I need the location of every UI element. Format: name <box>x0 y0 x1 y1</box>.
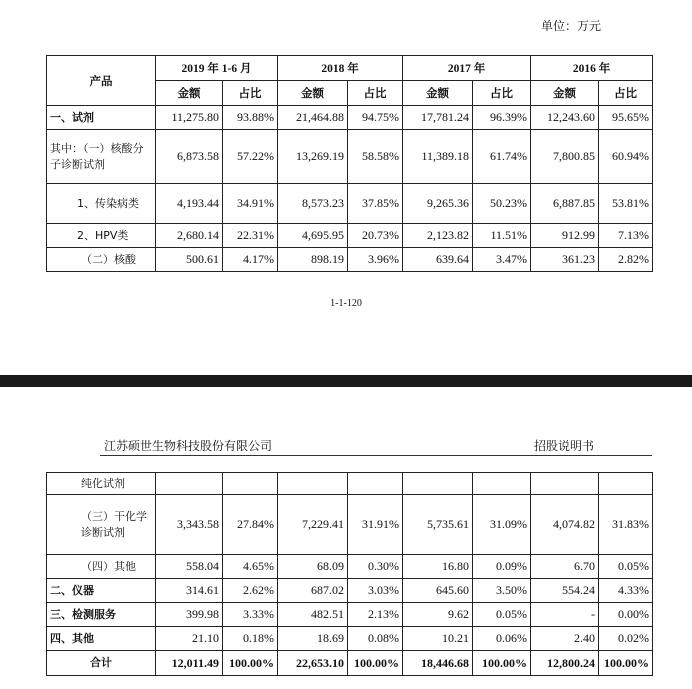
row-label: （四）其他 <box>47 555 156 579</box>
cell-value: 639.64 <box>403 248 473 272</box>
cell-value: 37.85% <box>348 184 403 224</box>
cell-value: 12,011.49 <box>156 651 223 676</box>
total-label: 合计 <box>47 651 156 676</box>
cell-value: 61.74% <box>473 130 531 184</box>
cell-value: 3.47% <box>473 248 531 272</box>
page-divider <box>0 375 692 387</box>
page-number: 1-1-120 <box>330 298 362 309</box>
cell-value: 0.05% <box>473 603 531 627</box>
cell-value: 4,193.44 <box>156 184 223 224</box>
cell-value: 21,464.88 <box>278 106 348 130</box>
row-label: 三、检测服务 <box>47 603 156 627</box>
row-label: 四、其他 <box>47 627 156 651</box>
cell-value: 3.50% <box>473 579 531 603</box>
table-row <box>47 627 653 651</box>
cell-value: 12,800.24 <box>531 651 599 676</box>
cell-value: 0.08% <box>348 627 403 651</box>
table-row <box>47 106 653 130</box>
cell-value: 50.23% <box>473 184 531 224</box>
share-header: 占比 <box>348 81 403 106</box>
table-row <box>47 248 653 272</box>
revenue-table-page1 <box>46 55 653 272</box>
cell-value: - <box>531 603 599 627</box>
period-header: 2017 年 <box>403 56 531 81</box>
cell-value: 68.09 <box>278 555 348 579</box>
cell-value: 3.96% <box>348 248 403 272</box>
table-row <box>47 579 653 603</box>
row-label: 一、试剂 <box>47 106 156 130</box>
table-total-row <box>47 651 653 676</box>
cell-value: 31.83% <box>599 495 653 555</box>
share-header: 占比 <box>473 81 531 106</box>
table-row <box>47 555 653 579</box>
cell-value: 6,887.85 <box>531 184 599 224</box>
cell-value: 6,873.58 <box>156 130 223 184</box>
table-row <box>47 495 653 555</box>
cell-value: 27.84% <box>223 495 278 555</box>
cell-value: 0.02% <box>599 627 653 651</box>
cell-value: 3,343.58 <box>156 495 223 555</box>
unit-label: 单位：万元 <box>541 19 602 33</box>
period-header: 2018 年 <box>278 56 403 81</box>
cell-value: 0.05% <box>599 555 653 579</box>
cell-value: 7,229.41 <box>278 495 348 555</box>
table-row <box>47 603 653 627</box>
cell-value: 17,781.24 <box>403 106 473 130</box>
cell-value: 3.03% <box>348 579 403 603</box>
table-row <box>47 184 653 224</box>
cell-value: 554.24 <box>531 579 599 603</box>
cell-value: 11,275.80 <box>156 106 223 130</box>
cell-value: 314.61 <box>156 579 223 603</box>
cell-value: 500.61 <box>156 248 223 272</box>
cell-value: 57.22% <box>223 130 278 184</box>
cell-value: 53.81% <box>599 184 653 224</box>
cell-value: 22,653.10 <box>278 651 348 676</box>
cell-value: 2,680.14 <box>156 224 223 248</box>
cell-value: 482.51 <box>278 603 348 627</box>
cell-value: 93.88% <box>223 106 278 130</box>
share-header: 占比 <box>599 81 653 106</box>
table-row-continued <box>47 473 653 495</box>
cell-value: 60.94% <box>599 130 653 184</box>
cell-value: 898.19 <box>278 248 348 272</box>
cell-value: 361.23 <box>531 248 599 272</box>
product-header: 产品 <box>47 56 156 106</box>
row-label: 其中：（一）核酸分子诊断试剂 <box>47 130 156 184</box>
cell-value: 18.69 <box>278 627 348 651</box>
cell-value: 912.99 <box>531 224 599 248</box>
cell-value: 0.18% <box>223 627 278 651</box>
cell-value: 31.09% <box>473 495 531 555</box>
cell-value: 18,446.68 <box>403 651 473 676</box>
header-rule <box>100 455 652 456</box>
cell-value: 100.00% <box>223 651 278 676</box>
cell-value: 13,269.19 <box>278 130 348 184</box>
cell-value: 4.17% <box>223 248 278 272</box>
cell-value: 3.33% <box>223 603 278 627</box>
cell-value: 0.00% <box>599 603 653 627</box>
cell-value: 4.33% <box>599 579 653 603</box>
cell-value: 645.60 <box>403 579 473 603</box>
cell-value: 9.62 <box>403 603 473 627</box>
period-header: 2019 年 1-6 月 <box>156 56 278 81</box>
cell-value: 8,573.23 <box>278 184 348 224</box>
revenue-table-page2 <box>46 472 653 676</box>
cell-value: 4,695.95 <box>278 224 348 248</box>
row-label: （二）核酸 <box>47 248 156 272</box>
cell-value: 58.58% <box>348 130 403 184</box>
cell-value: 4,074.82 <box>531 495 599 555</box>
cell-value: 2,123.82 <box>403 224 473 248</box>
cell-value: 0.30% <box>348 555 403 579</box>
cell-value: 31.91% <box>348 495 403 555</box>
cell-value: 4.65% <box>223 555 278 579</box>
amount-header: 金额 <box>531 81 599 106</box>
document-type: 招股说明书 <box>534 439 595 453</box>
amount-header: 金额 <box>278 81 348 106</box>
cell-value: 11.51% <box>473 224 531 248</box>
table-header-periods <box>47 56 653 81</box>
cell-value: 12,243.60 <box>531 106 599 130</box>
cell-value: 10.21 <box>403 627 473 651</box>
row-label: 二、仪器 <box>47 579 156 603</box>
table-row <box>47 224 653 248</box>
cell-value: 9,265.36 <box>403 184 473 224</box>
cell-value: 5,735.61 <box>403 495 473 555</box>
cell-value: 22.31% <box>223 224 278 248</box>
period-header: 2016 年 <box>531 56 653 81</box>
amount-header: 金额 <box>156 81 223 106</box>
cell-value: 20.73% <box>348 224 403 248</box>
cell-value: 2.82% <box>599 248 653 272</box>
cell-value: 2.40 <box>531 627 599 651</box>
company-name: 江苏硕世生物科技股份有限公司 <box>104 439 273 453</box>
cell-value: 21.10 <box>156 627 223 651</box>
share-header: 占比 <box>223 81 278 106</box>
cell-value: 0.09% <box>473 555 531 579</box>
cell-value: 100.00% <box>348 651 403 676</box>
cell-value: 399.98 <box>156 603 223 627</box>
cell-value: 558.04 <box>156 555 223 579</box>
cell-value: 95.65% <box>599 106 653 130</box>
cell-value: 100.00% <box>473 651 531 676</box>
cell-value: 100.00% <box>599 651 653 676</box>
table-row <box>47 130 653 184</box>
row-label: 1、传染病类 <box>47 184 156 224</box>
cell-value: 96.39% <box>473 106 531 130</box>
cell-value: 0.06% <box>473 627 531 651</box>
row-label: 纯化试剂 <box>47 473 156 495</box>
cell-value: 16.80 <box>403 555 473 579</box>
row-label: 2、HPV类 <box>47 224 156 248</box>
row-label: （三）干化学诊断试剂 <box>47 495 156 555</box>
cell-value: 94.75% <box>348 106 403 130</box>
cell-value: 6.70 <box>531 555 599 579</box>
cell-value: 11,389.18 <box>403 130 473 184</box>
cell-value: 2.13% <box>348 603 403 627</box>
cell-value: 7.13% <box>599 224 653 248</box>
cell-value: 2.62% <box>223 579 278 603</box>
amount-header: 金额 <box>403 81 473 106</box>
cell-value: 34.91% <box>223 184 278 224</box>
cell-value: 7,800.85 <box>531 130 599 184</box>
cell-value: 687.02 <box>278 579 348 603</box>
